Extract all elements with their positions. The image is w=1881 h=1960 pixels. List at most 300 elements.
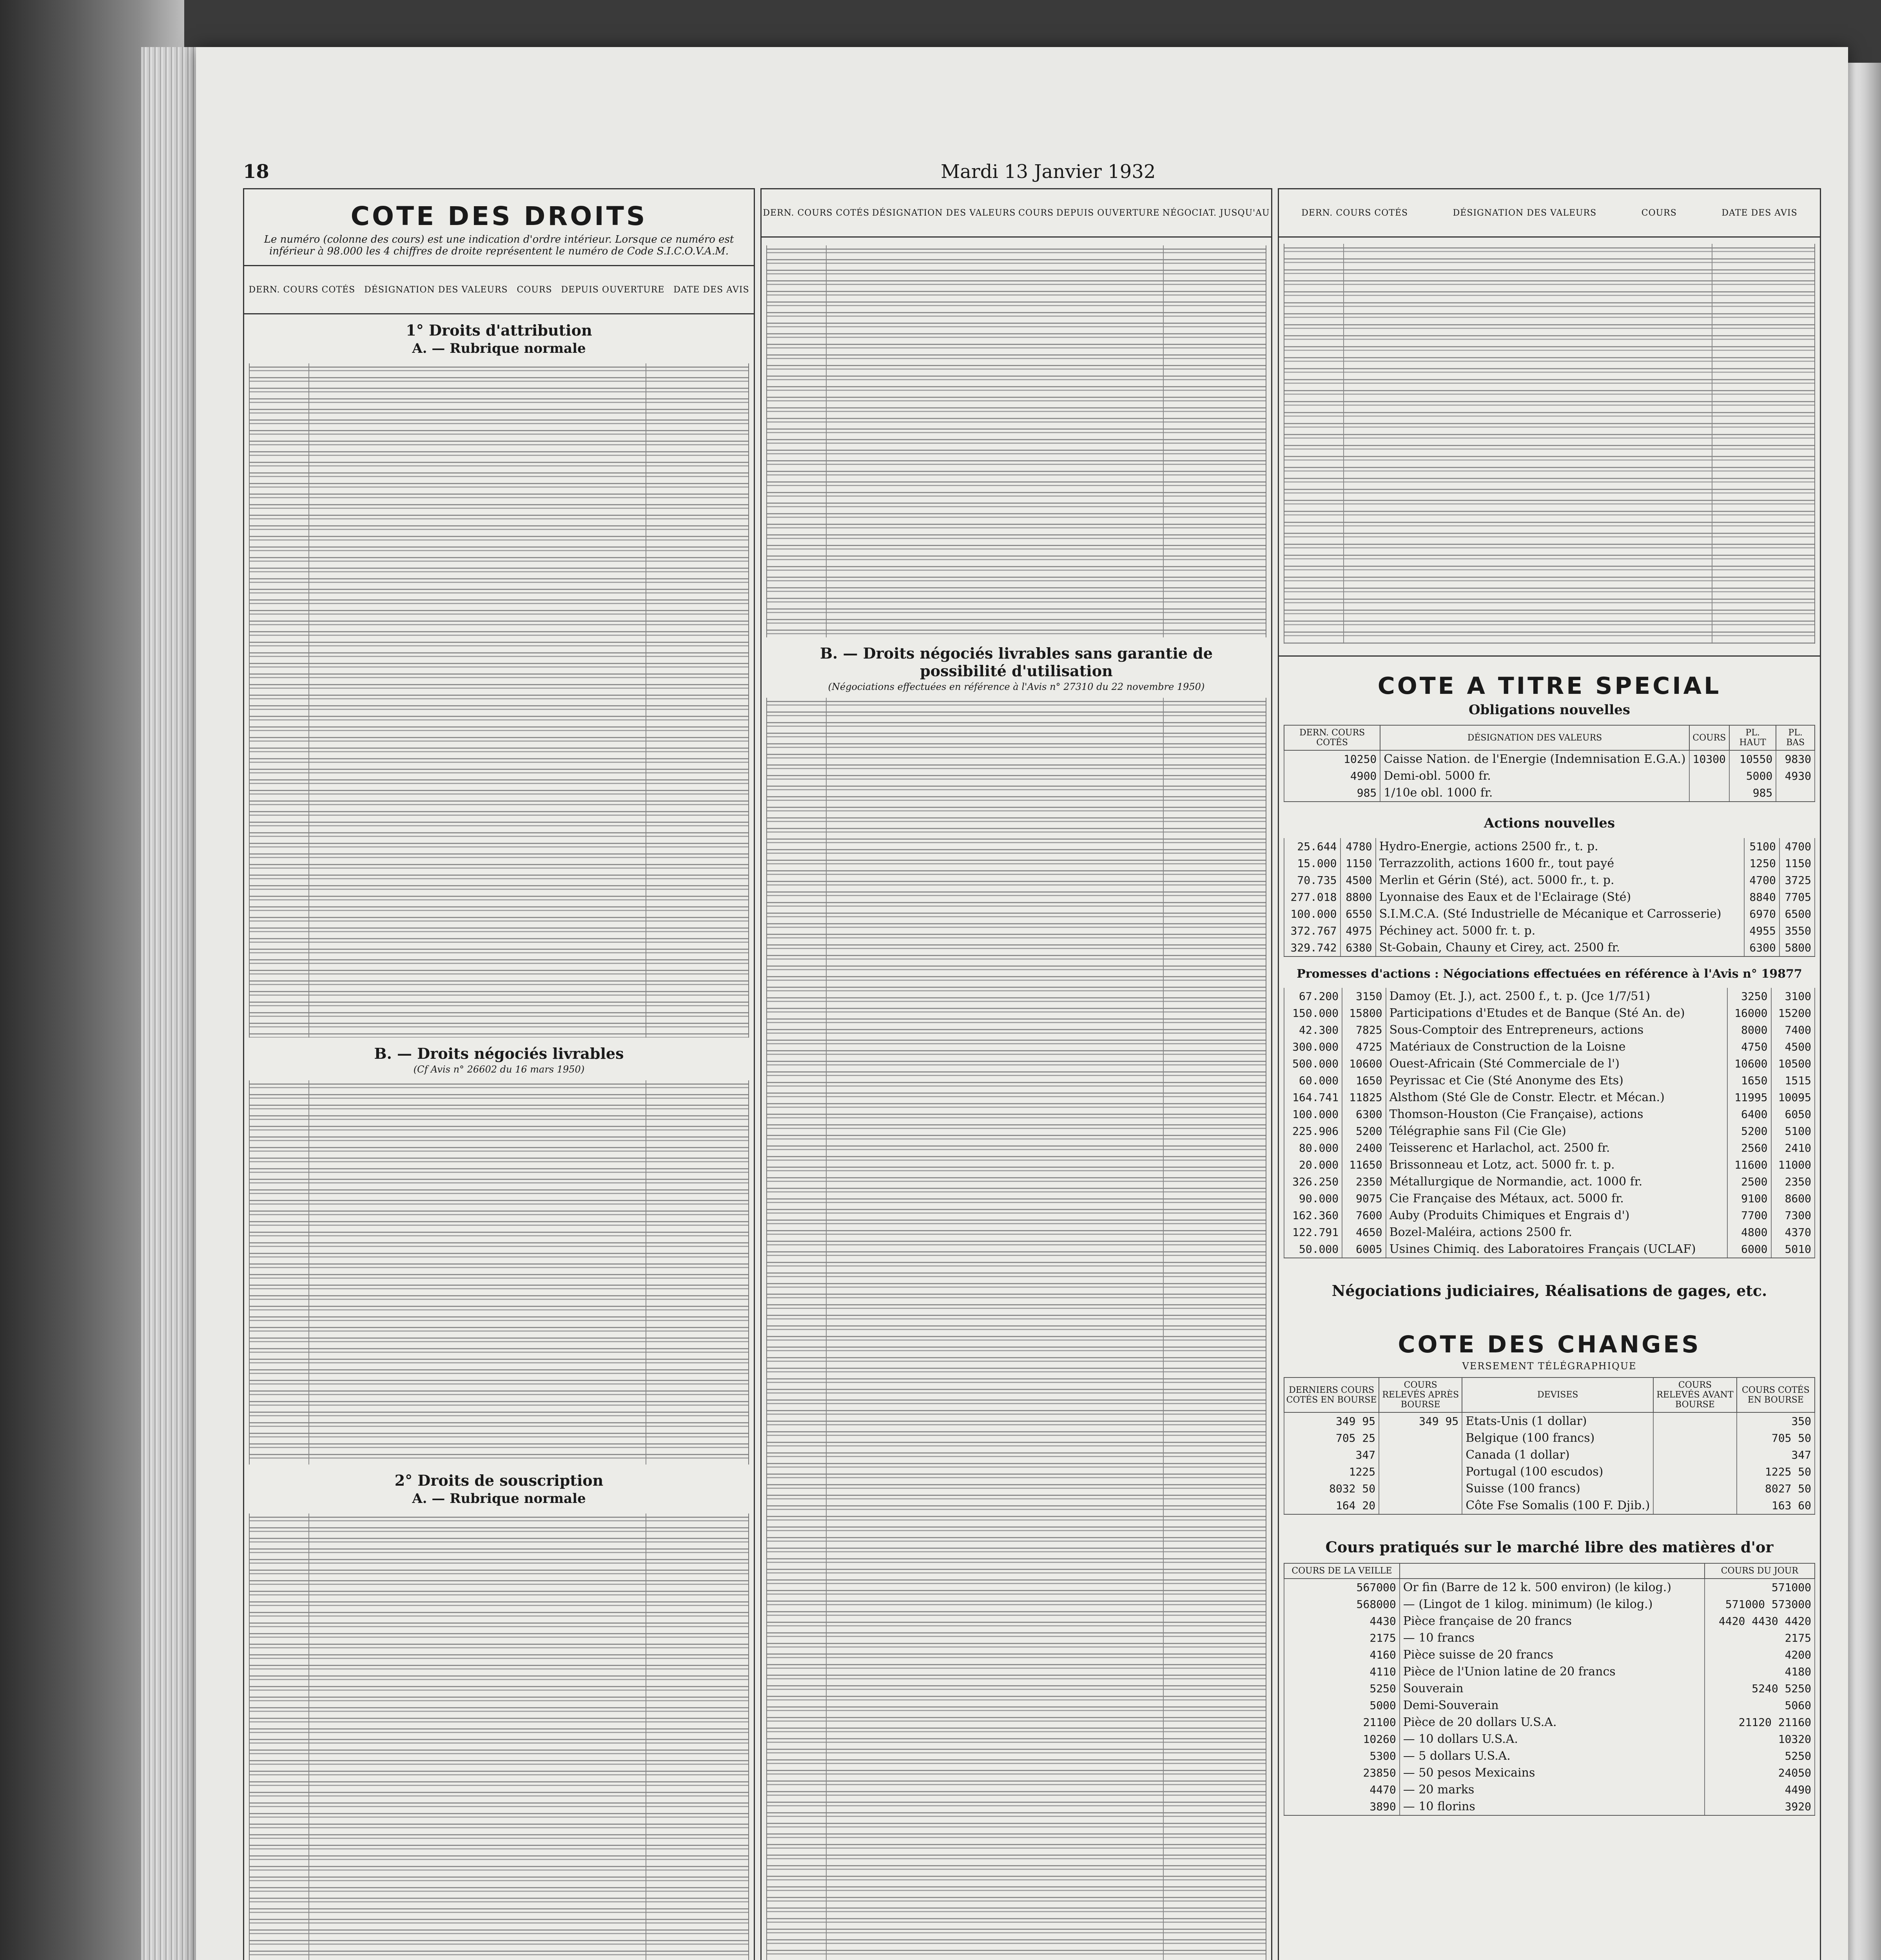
- or-row-veille: 2175: [1284, 1630, 1400, 1646]
- promesse-row-hi: 16000: [1727, 1005, 1771, 1022]
- page-number: 18: [243, 161, 269, 183]
- change-row-devise: Suisse (100 francs): [1462, 1480, 1653, 1497]
- promesse-row-hi: 11600: [1727, 1156, 1771, 1173]
- promesse-row-lo: 10500: [1771, 1055, 1815, 1072]
- change-row-avant: [1653, 1480, 1736, 1497]
- or-row-jour: 5060: [1705, 1697, 1815, 1714]
- promesse-row-titres: 225.906: [1284, 1123, 1342, 1140]
- matieres-or-table: [1284, 1563, 1815, 1816]
- promesse-row-titres: 90.000: [1284, 1190, 1342, 1207]
- action-row-name: Terrazzolith, actions 1600 fr., tout payé: [1376, 855, 1744, 872]
- or-row-veille: 4110: [1284, 1663, 1400, 1680]
- promesse-row-name: Ouest-Africain (Sté Commerciale de l'): [1386, 1055, 1728, 1072]
- promesse-row-lo: 4370: [1771, 1224, 1815, 1241]
- action-row-name: Merlin et Gérin (Sté), act. 5000 fr., t. p.: [1376, 872, 1744, 889]
- or-row-name: — 20 marks: [1400, 1781, 1705, 1798]
- or-row-veille: 21100: [1284, 1714, 1400, 1731]
- promesse-row: [1284, 988, 1815, 1005]
- promesse-row-lo: 15200: [1771, 1005, 1815, 1022]
- promesse-row-cote: 11650: [1342, 1156, 1386, 1173]
- promesse-row-lo: 8600: [1771, 1190, 1815, 1207]
- obligations-table: [1284, 725, 1815, 802]
- oblig-head-designation: DÉSIGNATION DES VALEURS: [1380, 725, 1689, 750]
- promesse-row-lo: 5010: [1771, 1241, 1815, 1258]
- or-row-veille: 4160: [1284, 1646, 1400, 1663]
- or-row-name: — 10 francs: [1400, 1630, 1705, 1646]
- promesse-row-titres: 60.000: [1284, 1072, 1342, 1089]
- change-row-devise: Etats-Unis (1 dollar): [1462, 1412, 1653, 1430]
- or-row-veille: 567000: [1284, 1579, 1400, 1596]
- or-row-name: Pièce de 20 dollars U.S.A.: [1400, 1714, 1705, 1731]
- change-row-devise: Côte Fse Somalis (100 F. Djib.): [1462, 1497, 1653, 1514]
- promesse-row-titres: 20.000: [1284, 1156, 1342, 1173]
- promesse-row-titres: 300.000: [1284, 1038, 1342, 1055]
- promesse-row-lo: 5100: [1771, 1123, 1815, 1140]
- action-row-lo: 7705: [1779, 889, 1815, 906]
- promesse-row-cote: 15800: [1342, 1005, 1386, 1022]
- action-row-titres: 329.742: [1284, 939, 1340, 956]
- oblig-row-cours: 10300: [1689, 750, 1729, 768]
- column-cote-des-droits: [243, 188, 755, 1960]
- action-row-titres: 372.767: [1284, 922, 1340, 939]
- action-row: [1284, 838, 1815, 855]
- action-row-hi: 1250: [1744, 855, 1779, 872]
- col3-head-designation: DÉSIGNATION DES VALEURS: [1453, 208, 1597, 218]
- or-row-veille: 568000: [1284, 1596, 1400, 1613]
- promesse-row: [1284, 1005, 1815, 1022]
- column-droits-continued: [760, 188, 1272, 1960]
- promesse-row-lo: 2350: [1771, 1173, 1815, 1190]
- promesse-row: [1284, 1190, 1815, 1207]
- promesse-row-cote: 2400: [1342, 1140, 1386, 1156]
- action-row-hi: 6970: [1744, 906, 1779, 922]
- promesse-row-hi: 11995: [1727, 1089, 1771, 1106]
- or-row: [1284, 1697, 1815, 1714]
- rubrique-normale-title: A. — Rubrique normale: [412, 341, 586, 356]
- change-row: [1284, 1430, 1815, 1446]
- promesse-row-lo: 7300: [1771, 1207, 1815, 1224]
- change-row-devise: Canada (1 dollar): [1462, 1446, 1653, 1463]
- promesse-row-lo: 11000: [1771, 1156, 1815, 1173]
- action-row: [1284, 906, 1815, 922]
- promesse-row-cote: 11825: [1342, 1089, 1386, 1106]
- promesse-row-lo: 4500: [1771, 1038, 1815, 1055]
- promesse-row-titres: 122.791: [1284, 1224, 1342, 1241]
- droits-negocies-title: B. — Droits négociés livrables: [374, 1045, 624, 1062]
- oblig-row-name: 1/10e obl. 1000 fr.: [1380, 784, 1689, 802]
- souscription-rubrique-normale-title: A. — Rubrique normale: [412, 1491, 586, 1506]
- or-row-veille: 5300: [1284, 1748, 1400, 1764]
- or-row: [1284, 1630, 1815, 1646]
- or-row-veille: 5250: [1284, 1680, 1400, 1697]
- oblig-row-cote: 985: [1284, 784, 1380, 802]
- change-row-last: 8032 50: [1284, 1480, 1379, 1497]
- promesse-row-name: Auby (Produits Chimiques et Engrais d'): [1386, 1207, 1728, 1224]
- or-row-jour: 10320: [1705, 1731, 1815, 1748]
- versement-telegraphique: VERSEMENT TÉLÉGRAPHIQUE: [1462, 1361, 1637, 1372]
- promesse-row-titres: 80.000: [1284, 1140, 1342, 1156]
- change-row: [1284, 1497, 1815, 1514]
- oblig-head-cours: COURS: [1689, 725, 1729, 750]
- or-row-jour: 2175: [1705, 1630, 1815, 1646]
- change-row-last: 347: [1284, 1446, 1379, 1463]
- promesse-row-lo: 3100: [1771, 988, 1815, 1005]
- action-row-hi: 6300: [1744, 939, 1779, 956]
- oblig-row: [1284, 784, 1815, 802]
- promesse-row-titres: 162.360: [1284, 1207, 1342, 1224]
- change-row-after: [1379, 1446, 1462, 1463]
- action-row-name: Lyonnaise des Eaux et de l'Eclairage (Sté): [1376, 889, 1744, 906]
- change-row-last: 349 95: [1284, 1412, 1379, 1430]
- or-row-veille: 3890: [1284, 1798, 1400, 1815]
- promesse-row-cote: 3150: [1342, 988, 1386, 1005]
- action-row-cote: 4975: [1340, 922, 1376, 939]
- promesse-row-titres: 326.250: [1284, 1173, 1342, 1190]
- sans-garantie-listing: [766, 698, 1266, 1960]
- changes-head-derniers: DERNIERS COURS COTÉS EN BOURSE: [1284, 1377, 1379, 1412]
- promesse-row-name: Thomson-Houston (Cie Française), actions: [1386, 1106, 1728, 1123]
- promesse-row-hi: 3250: [1727, 988, 1771, 1005]
- or-row-name: — 5 dollars U.S.A.: [1400, 1748, 1705, 1764]
- promesse-row: [1284, 1156, 1815, 1173]
- promesse-row: [1284, 1022, 1815, 1038]
- action-row: [1284, 939, 1815, 956]
- change-row-after: [1379, 1463, 1462, 1480]
- oblig-row-lo: 9830: [1776, 750, 1815, 768]
- promesse-row-hi: 1650: [1727, 1072, 1771, 1089]
- or-row-jour: 5240 5250: [1705, 1680, 1815, 1697]
- promesse-row-name: Teisserenc et Harlachol, act. 2500 fr.: [1386, 1140, 1728, 1156]
- or-row: [1284, 1579, 1815, 1596]
- matieres-or-title: Cours pratiqués sur le marché libre des matières d'or: [1325, 1538, 1774, 1556]
- change-row-last: 164 20: [1284, 1497, 1379, 1514]
- action-row-hi: 8840: [1744, 889, 1779, 906]
- or-row-veille: 10260: [1284, 1731, 1400, 1748]
- or-row-jour: 571000 573000: [1705, 1596, 1815, 1613]
- promesse-row-titres: 50.000: [1284, 1241, 1342, 1258]
- or-row-jour: 571000: [1705, 1579, 1815, 1596]
- promesse-row-name: Damoy (Et. J.), act. 2500 f., t. p. (Jce 1/7/51): [1386, 988, 1728, 1005]
- col3-head-cotes: DERN. COURS COTÉS: [1301, 208, 1408, 218]
- or-row-jour: 24050: [1705, 1764, 1815, 1781]
- oblig-row-cours: [1689, 784, 1729, 802]
- change-row-cote: 163 60: [1737, 1497, 1815, 1514]
- action-row-name: St-Gobain, Chauny et Cirey, act. 2500 fr.: [1376, 939, 1744, 956]
- droits-souscription-listing: [249, 1514, 749, 1960]
- action-row-cote: 6380: [1340, 939, 1376, 956]
- action-row: [1284, 889, 1815, 906]
- action-row-lo: 3550: [1779, 922, 1815, 939]
- promesse-row-name: Matériaux de Construction de la Loisne: [1386, 1038, 1728, 1055]
- or-row: [1284, 1680, 1815, 1697]
- action-row-titres: 25.644: [1284, 838, 1340, 855]
- promesse-row-titres: 67.200: [1284, 988, 1342, 1005]
- negociations-judiciaires-title: Négociations judiciaires, Réalisations de gages, etc.: [1331, 1282, 1767, 1299]
- promesse-row-hi: 6000: [1727, 1241, 1771, 1258]
- changes-head-avant: COURS RELEVÉS AVANT BOURSE: [1653, 1377, 1736, 1412]
- or-row-name: — (Lingot de 1 kilog. minimum) (le kilog.): [1400, 1596, 1705, 1613]
- action-row-titres: 15.000: [1284, 855, 1340, 872]
- or-row-name: — 10 dollars U.S.A.: [1400, 1731, 1705, 1748]
- oblig-row: [1284, 768, 1815, 784]
- col2-head-depuis: DEPUIS OUVERTURE: [1056, 208, 1160, 218]
- promesse-row-name: Bozel-Maléira, actions 2500 fr.: [1386, 1224, 1728, 1241]
- actions-nouvelles-table: [1284, 838, 1815, 957]
- oblig-row-lo: 4930: [1776, 768, 1815, 784]
- or-row-name: Pièce de l'Union latine de 20 francs: [1400, 1663, 1705, 1680]
- change-row-devise: Portugal (100 escudos): [1462, 1463, 1653, 1480]
- cote-des-changes-title: COTE DES CHANGES: [1398, 1331, 1701, 1358]
- promesse-row-lo: 6050: [1771, 1106, 1815, 1123]
- droits-attribution-title: 1° Droits d'attribution: [406, 321, 592, 339]
- change-row: [1284, 1446, 1815, 1463]
- promesse-row: [1284, 1072, 1815, 1089]
- promesse-row: [1284, 1173, 1815, 1190]
- promesse-row-name: Métallurgique de Normandie, act. 1000 fr.: [1386, 1173, 1728, 1190]
- promesse-row: [1284, 1140, 1815, 1156]
- promesse-row-titres: 164.741: [1284, 1089, 1342, 1106]
- promesse-row-hi: 6400: [1727, 1106, 1771, 1123]
- promesses-title: Promesses d'actions : Négociations effectuées en référence à l'Avis n° 19877: [1297, 967, 1802, 981]
- promesse-row-cote: 6300: [1342, 1106, 1386, 1123]
- col2-head-designation: DÉSIGNATION DES VALEURS: [872, 208, 1016, 218]
- newspaper-page: [196, 47, 1848, 1960]
- or-row-jour: 4200: [1705, 1646, 1815, 1663]
- promesse-row-cote: 4725: [1342, 1038, 1386, 1055]
- col2-head-cotes: DERN. COURS COTÉS: [763, 208, 870, 218]
- droits-negocies-listing: [249, 1080, 749, 1465]
- change-row-avant: [1653, 1497, 1736, 1514]
- col2-head-cours: COURS: [1018, 208, 1054, 218]
- change-row-last: 1225: [1284, 1463, 1379, 1480]
- col1-head-cours: COURS: [517, 285, 552, 295]
- promesse-row-hi: 4800: [1727, 1224, 1771, 1241]
- or-row: [1284, 1596, 1815, 1613]
- action-row-name: S.I.M.C.A. (Sté Industrielle de Mécanique et Carrosserie): [1376, 906, 1744, 922]
- action-row-titres: 70.735: [1284, 872, 1340, 889]
- action-row-cote: 8800: [1340, 889, 1376, 906]
- oblig-row-name: Caisse Nation. de l'Energie (Indemnisation E.G.A.): [1380, 750, 1689, 768]
- promesse-row-lo: 10095: [1771, 1089, 1815, 1106]
- promesse-row-cote: 4650: [1342, 1224, 1386, 1241]
- col1-head-designation: DÉSIGNATION DES VALEURS: [364, 285, 508, 295]
- droits-souscription-title: 2° Droits de souscription: [394, 1472, 604, 1489]
- promesse-row-hi: 7700: [1727, 1207, 1771, 1224]
- action-row-hi: 5100: [1744, 838, 1779, 855]
- promesse-row-hi: 10600: [1727, 1055, 1771, 1072]
- col1-head-depuis: DEPUIS OUVERTURE: [561, 285, 665, 295]
- promesse-row-cote: 2350: [1342, 1173, 1386, 1190]
- change-row-after: [1379, 1430, 1462, 1446]
- or-head-designation: [1400, 1563, 1705, 1579]
- or-row-veille: 4430: [1284, 1613, 1400, 1630]
- promesse-row-name: Participations d'Etudes et de Banque (Sté An. de): [1386, 1005, 1728, 1022]
- col1-head-cotes: DERN. COURS COTÉS: [249, 285, 356, 295]
- promesse-row-name: Sous-Comptoir des Entrepreneurs, actions: [1386, 1022, 1728, 1038]
- promesse-row-cote: 5200: [1342, 1123, 1386, 1140]
- promesse-row-titres: 500.000: [1284, 1055, 1342, 1072]
- or-head-veille: COURS DE LA VEILLE: [1284, 1563, 1400, 1579]
- promesse-row-lo: 2410: [1771, 1140, 1815, 1156]
- oblig-head-hi: PL. HAUT: [1729, 725, 1776, 750]
- oblig-row: [1284, 750, 1815, 768]
- oblig-row-name: Demi-obl. 5000 fr.: [1380, 768, 1689, 784]
- action-row-name: Hydro-Energie, actions 2500 fr., t. p.: [1376, 838, 1744, 855]
- or-row: [1284, 1714, 1815, 1731]
- promesse-row-cote: 1650: [1342, 1072, 1386, 1089]
- promesse-row-titres: 42.300: [1284, 1022, 1342, 1038]
- or-row-jour: 21120 21160: [1705, 1714, 1815, 1731]
- action-row-cote: 4500: [1340, 872, 1376, 889]
- oblig-row-hi: 5000: [1729, 768, 1776, 784]
- sans-garantie-title: B. — Droits négociés livrables sans garantie de possibilité d'utilisation: [820, 644, 1213, 680]
- promesse-row: [1284, 1038, 1815, 1055]
- promesse-row-hi: 2500: [1727, 1173, 1771, 1190]
- cote-des-droits-note: Le numéro (colonne des cours) est une indication d'ordre intérieur. Lorsque ce numéro est inférieur à 98.000 les 4 chiffres de droite représentent le numéro de Code S.I.C.O.V.A.M.: [264, 234, 734, 257]
- action-row-cote: 6550: [1340, 906, 1376, 922]
- column-cote-speciale: [1278, 188, 1821, 1960]
- or-row: [1284, 1646, 1815, 1663]
- change-row-devise: Belgique (100 francs): [1462, 1430, 1653, 1446]
- change-row-cote: 8027 50: [1737, 1480, 1815, 1497]
- or-row: [1284, 1663, 1815, 1680]
- col2-head-date: NÉGOCIAT. JUSQU'AU: [1162, 208, 1270, 218]
- action-row-titres: 277.018: [1284, 889, 1340, 906]
- promesse-row: [1284, 1123, 1815, 1140]
- promesse-row-titres: 100.000: [1284, 1106, 1342, 1123]
- changes-head-cotes: COURS COTÉS EN BOURSE: [1737, 1377, 1815, 1412]
- or-row: [1284, 1613, 1815, 1630]
- cote-titre-special-title: COTE A TITRE SPECIAL: [1377, 672, 1721, 700]
- change-row-last: 705 25: [1284, 1430, 1379, 1446]
- promesse-row-cote: 9075: [1342, 1190, 1386, 1207]
- promesse-row-hi: 8000: [1727, 1022, 1771, 1038]
- action-row-cote: 4780: [1340, 838, 1376, 855]
- action-row-lo: 1150: [1779, 855, 1815, 872]
- promesse-row-name: Cie Française des Métaux, act. 5000 fr.: [1386, 1190, 1728, 1207]
- or-row: [1284, 1764, 1815, 1781]
- action-row: [1284, 855, 1815, 872]
- or-row: [1284, 1731, 1815, 1748]
- promesse-row: [1284, 1207, 1815, 1224]
- or-row: [1284, 1748, 1815, 1764]
- promesse-row: [1284, 1106, 1815, 1123]
- change-row-after: [1379, 1480, 1462, 1497]
- action-row-name: Péchiney act. 5000 fr. t. p.: [1376, 922, 1744, 939]
- oblig-head-lo: PL. BAS: [1776, 725, 1815, 750]
- cote-des-droits-title: COTE DES DROITS: [350, 201, 648, 231]
- promesse-row-lo: 1515: [1771, 1072, 1815, 1089]
- actions-nouvelles-title: Actions nouvelles: [1484, 815, 1615, 831]
- change-row-avant: [1653, 1463, 1736, 1480]
- promesse-row-name: Peyrissac et Cie (Sté Anonyme des Ets): [1386, 1072, 1728, 1089]
- promesse-row-hi: 2560: [1727, 1140, 1771, 1156]
- change-row-cote: 1225 50: [1737, 1463, 1815, 1480]
- action-row-hi: 4955: [1744, 922, 1779, 939]
- or-head-jour: COURS DU JOUR: [1705, 1563, 1815, 1579]
- change-row: [1284, 1412, 1815, 1430]
- promesse-row-name: Brissonneau et Lotz, act. 5000 fr. t. p.: [1386, 1156, 1728, 1173]
- divider: [1279, 655, 1820, 657]
- promesses-table: [1284, 988, 1815, 1258]
- or-row-jour: 4180: [1705, 1663, 1815, 1680]
- promesse-row: [1284, 1055, 1815, 1072]
- col3-head-date: DATE DES AVIS: [1721, 208, 1798, 218]
- change-row-avant: [1653, 1412, 1736, 1430]
- promesse-row: [1284, 1224, 1815, 1241]
- page-header: [243, 161, 1811, 188]
- col1-head-date: DATE DES AVIS: [673, 285, 749, 295]
- sans-garantie-note: (Négociations effectuées en référence à l'Avis n° 27310 du 22 novembre 1950): [828, 681, 1205, 692]
- col3-head-cours: COURS: [1641, 208, 1677, 218]
- oblig-row-cote: 4900: [1284, 768, 1380, 784]
- or-row-name: Or fin (Barre de 12 k. 500 environ) (le kilog.): [1400, 1579, 1705, 1596]
- promesse-row: [1284, 1089, 1815, 1106]
- action-row-titres: 100.000: [1284, 906, 1340, 922]
- change-row: [1284, 1463, 1815, 1480]
- promesse-row-name: Télégraphie sans Fil (Cie Gle): [1386, 1123, 1728, 1140]
- promesse-row-name: Alsthom (Sté Gle de Constr. Electr. et Mécan.): [1386, 1089, 1728, 1106]
- promesse-row-cote: 7600: [1342, 1207, 1386, 1224]
- promesse-row-cote: 10600: [1342, 1055, 1386, 1072]
- col1-table-header: [244, 265, 754, 314]
- droits-attribution-listing: [249, 363, 749, 1038]
- obligations-nouvelles-title: Obligations nouvelles: [1468, 702, 1631, 718]
- action-row: [1284, 922, 1815, 939]
- or-row-name: Demi-Souverain: [1400, 1697, 1705, 1714]
- or-row-name: Pièce suisse de 20 francs: [1400, 1646, 1705, 1663]
- or-row-jour: 4420 4430 4420: [1705, 1613, 1815, 1630]
- change-row-after: [1379, 1497, 1462, 1514]
- promesse-row: [1284, 1241, 1815, 1258]
- action-row-lo: 6500: [1779, 906, 1815, 922]
- change-row: [1284, 1480, 1815, 1497]
- oblig-row-hi: 10550: [1729, 750, 1776, 768]
- or-row-name: Souverain: [1400, 1680, 1705, 1697]
- oblig-row-cote: 10250: [1284, 750, 1380, 768]
- or-row-name: — 50 pesos Mexicains: [1400, 1764, 1705, 1781]
- change-row-after: 349 95: [1379, 1412, 1462, 1430]
- promesse-row-hi: 9100: [1727, 1190, 1771, 1207]
- or-row-jour: 4490: [1705, 1781, 1815, 1798]
- action-row-hi: 4700: [1744, 872, 1779, 889]
- changes-head-apres: COURS RELEVÉS APRÈS BOURSE: [1379, 1377, 1462, 1412]
- action-row-lo: 3725: [1779, 872, 1815, 889]
- or-row-name: Pièce française de 20 francs: [1400, 1613, 1705, 1630]
- or-row-veille: 4470: [1284, 1781, 1400, 1798]
- droits-negocies-note: (Cf Avis n° 26602 du 16 mars 1950): [413, 1064, 585, 1075]
- or-row-jour: 3920: [1705, 1798, 1815, 1815]
- col2-table-header: [762, 189, 1271, 238]
- change-row-avant: [1653, 1430, 1736, 1446]
- changes-head-devises: DEVISES: [1462, 1377, 1653, 1412]
- or-row: [1284, 1798, 1815, 1815]
- action-row-lo: 5800: [1779, 939, 1815, 956]
- oblig-row-lo: [1776, 784, 1815, 802]
- promesse-row-lo: 7400: [1771, 1022, 1815, 1038]
- promesse-row-hi: 4750: [1727, 1038, 1771, 1055]
- or-row: [1284, 1781, 1815, 1798]
- or-row-name: — 10 florins: [1400, 1798, 1705, 1815]
- change-row-cote: 350: [1737, 1412, 1815, 1430]
- action-row-cote: 1150: [1340, 855, 1376, 872]
- oblig-row-cours: [1689, 768, 1729, 784]
- col3-table-header: [1279, 189, 1820, 238]
- promesse-row-name: Usines Chimiq. des Laboratoires Français (UCLAF): [1386, 1241, 1728, 1258]
- change-row-avant: [1653, 1446, 1736, 1463]
- col3-top-listing: [1284, 244, 1815, 644]
- change-row-cote: 705 50: [1737, 1430, 1815, 1446]
